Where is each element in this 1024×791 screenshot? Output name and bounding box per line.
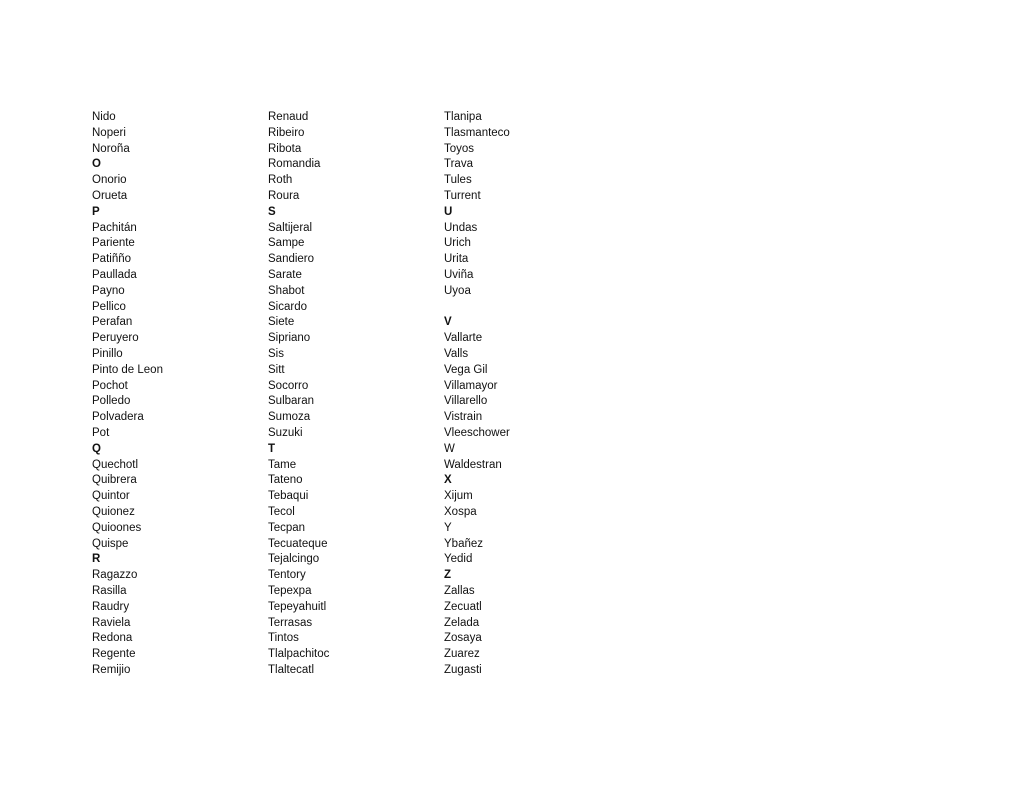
letter-heading: X	[444, 474, 452, 487]
surname-entry: Ragazzo	[92, 569, 138, 582]
surname-entry: Sicardo	[268, 300, 307, 313]
surname-entry: Quispe	[92, 537, 129, 550]
surname-entry: Patiñño	[92, 253, 132, 266]
letter-heading: T	[268, 442, 276, 455]
surname-entry: Siete	[268, 316, 295, 329]
surname-entry: Peruyero	[92, 332, 139, 345]
letter-heading: S	[268, 205, 276, 218]
surname-entry: Roura	[268, 189, 300, 202]
surname-entry: Turrent	[444, 189, 481, 202]
surname-entry: Sarate	[268, 268, 302, 281]
surname-entry: Pinillo	[92, 347, 123, 360]
letter-heading: Z	[444, 569, 452, 582]
surname-entry: Urich	[444, 237, 471, 250]
surname-entry: Villamayor	[444, 379, 498, 392]
surname-entry: Toyos	[444, 142, 475, 155]
surname-entry: Tlanipa	[444, 111, 482, 123]
surname-entry: Sitt	[268, 363, 285, 376]
surname-entry: Vega Gil	[444, 363, 488, 376]
surname-entry: Y	[444, 521, 452, 534]
letter-heading: O	[92, 158, 101, 171]
surname-entry: Remijio	[92, 663, 131, 676]
surname-entry: Zecuatl	[444, 600, 482, 613]
surname-entry: Quionez	[92, 505, 135, 518]
letter-heading: V	[444, 316, 452, 329]
surname-entry: Villarello	[444, 395, 488, 408]
surname-entry: Paullada	[92, 268, 137, 281]
surname-entry: Regente	[92, 648, 136, 661]
surname-entry: Nido	[92, 111, 116, 123]
surname-entry: Quechotl	[92, 458, 139, 471]
surname-entry: Suzuki	[268, 426, 303, 439]
surname-column-3	[444, 110, 510, 679]
surname-entry: Uyoa	[444, 284, 471, 297]
surname-entry: Pot	[92, 426, 110, 439]
surname-entry: Payno	[92, 284, 125, 297]
surname-entry: Socorro	[268, 379, 309, 392]
surname-entry: Saltijeral	[268, 221, 313, 234]
surname-entry: Valls	[444, 347, 469, 360]
surname-entry: Perafan	[92, 316, 133, 329]
surname-entry: Onorio	[92, 174, 127, 187]
surname-entry: Polledo	[92, 395, 131, 408]
surname-entry: Ribota	[268, 142, 302, 155]
surname-entry: Roth	[268, 174, 293, 187]
surname-entry: Tecpan	[268, 521, 306, 534]
surname-entry: Tepexpa	[268, 584, 312, 597]
surname-entry: Quintor	[92, 490, 130, 503]
surname-entry: Polvadera	[92, 411, 144, 424]
surname-entry: Tepeyahuitl	[268, 600, 327, 613]
surname-entry: Pellico	[92, 300, 126, 313]
surname-entry: Tlasmanteco	[444, 126, 510, 139]
surname-entry: Rasilla	[92, 584, 127, 597]
surname-entry: Vleeschower	[444, 426, 510, 439]
surname-entry: W	[444, 442, 455, 455]
surname-entry: Shabot	[268, 284, 305, 297]
surname-entry: Sulbaran	[268, 395, 315, 408]
surname-entry: Vallarte	[444, 332, 483, 345]
surname-entry: Yedid	[444, 553, 473, 566]
letter-heading: Q	[92, 442, 101, 455]
surname-entry: Tlalpachitoc	[268, 648, 330, 661]
surname-entry: Zelada	[444, 616, 480, 629]
surname-entry: Pachitán	[92, 221, 137, 234]
surname-entry: Quibrera	[92, 474, 137, 487]
surname-entry: Tejalcingo	[268, 553, 320, 566]
surname-entry: Noroña	[92, 142, 130, 155]
surname-entry: Tintos	[268, 632, 299, 645]
letter-heading: U	[444, 205, 453, 218]
surname-entry: Uviña	[444, 268, 474, 281]
surname-entry: Ribeiro	[268, 126, 305, 139]
surname-entry: Pinto de Leon	[92, 363, 163, 376]
surname-entry: Tateno	[268, 474, 303, 487]
surname-entry: Renaud	[268, 111, 309, 123]
letter-heading: R	[92, 553, 101, 566]
surname-entry: Redona	[92, 632, 133, 645]
surname-entry: Vistrain	[444, 411, 483, 424]
surname-entry: Xospa	[444, 505, 477, 518]
surname-entry: Tecuateque	[268, 537, 328, 550]
surname-entry: Urita	[444, 253, 469, 266]
surname-column-1	[92, 110, 163, 679]
surname-entry: Zuarez	[444, 648, 480, 661]
surname-entry: Tecol	[268, 505, 295, 518]
surname-entry: Sis	[268, 347, 284, 360]
surname-entry: Raudry	[92, 600, 130, 613]
letter-heading: P	[92, 205, 100, 218]
surname-entry: Quioones	[92, 521, 142, 534]
surname-entry: Romandia	[268, 158, 321, 171]
blank-line	[444, 300, 510, 316]
surname-entry: Tlaltecatl	[268, 663, 315, 676]
surname-entry: Pariente	[92, 237, 135, 250]
surname-entry: Sandiero	[268, 253, 315, 266]
surname-entry: Sumoza	[268, 411, 311, 424]
surname-entry: Raviela	[92, 616, 131, 629]
surname-entry: Xijum	[444, 490, 473, 503]
surname-entry: Tentory	[268, 569, 306, 582]
surname-entry: Undas	[444, 221, 478, 234]
surname-column-2	[268, 110, 329, 679]
surname-entry: Waldestran	[444, 458, 502, 471]
surname-entry: Ybañez	[444, 537, 484, 550]
surname-entry: Tame	[268, 458, 297, 471]
surname-entry: Tules	[444, 174, 472, 187]
surname-entry: Sampe	[268, 237, 305, 250]
surname-entry: Sipriano	[268, 332, 311, 345]
surname-entry: Zallas	[444, 584, 475, 597]
surname-entry: Trava	[444, 158, 473, 171]
surname-entry: Terrasas	[268, 616, 313, 629]
surname-entry: Noperi	[92, 126, 126, 139]
surname-entry: Zosaya	[444, 632, 482, 645]
surname-entry: Pochot	[92, 379, 128, 392]
surname-entry: Zugasti	[444, 663, 482, 676]
surname-entry: Orueta	[92, 189, 128, 202]
surname-entry: Tebaqui	[268, 490, 309, 503]
